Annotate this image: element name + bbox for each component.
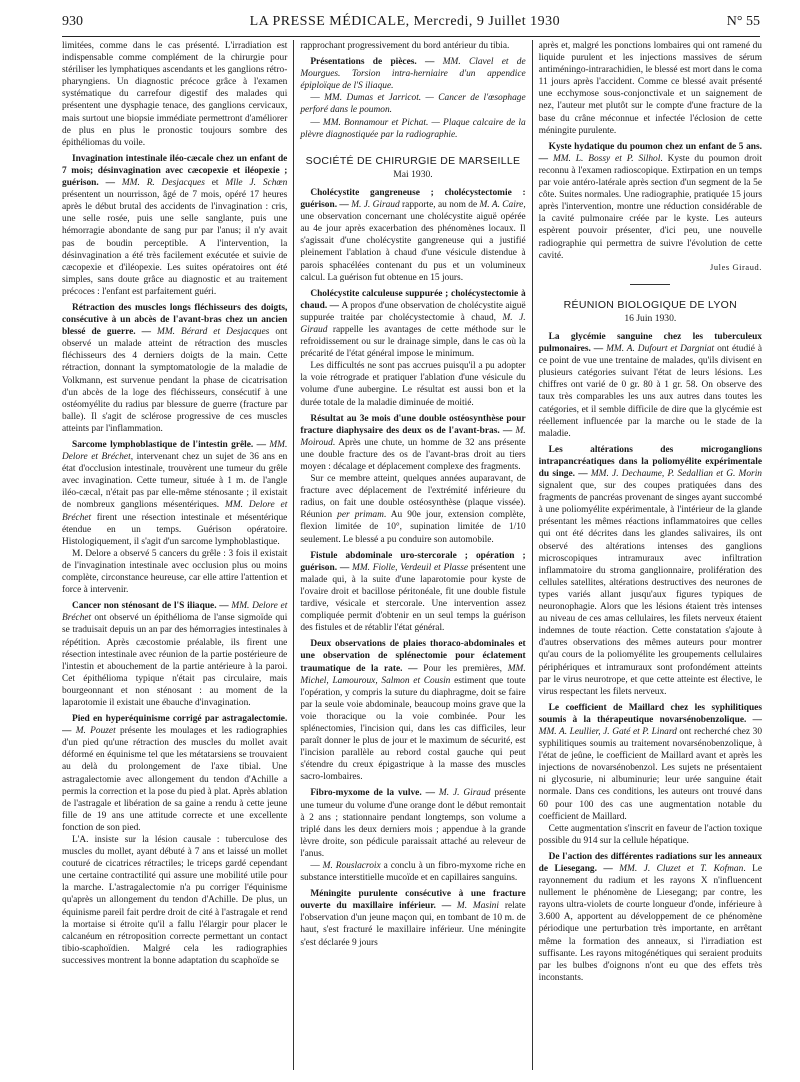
article-heading: Sarcome lymphoblastique de l'intestin grêle. — bbox=[72, 440, 270, 450]
author-names: M. Masini bbox=[456, 901, 499, 912]
body-text: Cette augmentation s'inscrit en faveur de l'action toxique possible du 914 sur la cellule hépatique. bbox=[538, 823, 762, 846]
body-text: présentent une malade qui, à la suite d'une laparotomie pour kyste de l'ovaire droit et bacillose péritonéale, fit une double fistule tardive, vésicale et stercorale. Une intervention assez compliquée permit d'obtenir en un seul temps la guérison des fistules et de rétablir l'état général. bbox=[300, 562, 526, 634]
body-text: . Le rayonnement du radium et les rayons X n'influencent nullement le phénomène de Liesegang; par contre, les rayons ultra-violets de courte longueur d'onde, inférieure à 3.600 A, apportent au développement de ce phénomène périodique une perturbation très importante, en arrêtant même la formation des anneaux, si l'irradiation est suffisante. Les rayons mitogénétiques qui seraient produits par les bulbes d'oignons n'ont eu que des effets très inconstants. bbox=[538, 864, 762, 983]
body-text: ont recherché chez 30 syphilitiques soumis au traitement novarsénobenzolique, à l'état de jeûne, le coefficient de Maillard avant et après les injections de novarsénobenzol. Les sujets ne présentaient ni glycosurie, ni albuminurie; leur urée sanguine était normale. Dans ces conditions, les auteurs ont trouvé dans 60 pour 100 des cas une augmentation notable du coefficient de Maillard. bbox=[538, 726, 762, 822]
column-2 bbox=[293, 40, 531, 1070]
article-heading: Cancer non sténosant de l'S iliaque. — bbox=[72, 601, 232, 612]
body-text: a conclu à un fibro-myxome riche en substance interstitielle mucoïde et en capillaires sanguins. bbox=[300, 861, 526, 884]
session-date: 16 Juin 1930. bbox=[624, 312, 677, 324]
body-text: rapprochant progressivement du bord antérieur du tibia. bbox=[300, 41, 510, 51]
author-names: M. J. Giraud bbox=[438, 788, 491, 799]
author-names: MM. A. Leullier, J. Gaté et P. Linard bbox=[538, 726, 677, 737]
page-header bbox=[62, 14, 760, 36]
article-paragraph bbox=[300, 288, 525, 361]
text-paragraph bbox=[539, 40, 762, 137]
text-paragraph bbox=[300, 187, 525, 284]
body-text: Sur ce membre atteint, quelques années auparavant, de fracture avec déplacement de l'extrémité inférieure du radius, on fait une double ostéosynthèse (plaque vissée). Réunion bbox=[300, 474, 526, 521]
body-text: et bbox=[204, 178, 226, 189]
body-text: estiment que toute l'opération, y compris la suture du diaphragme, doit se faire par la seule voie abdominale, beaucoup moins grave que la voie thoracique ou la voie combinée. Pour les splénectomies, l'incision qui, dans les cas difficiles, leur paraît donner le plus de jour et le maximum de sécurité, est l'incision parallèle au rebord costal gauche qui peut s'étendre du creux épigastrique à la masse des muscles sacro-lombaires. bbox=[300, 675, 526, 783]
body-text: relate l'observation d'un jeune maçon qui, en tombant de 10 m. de haut, s'est fracturé le maxillaire inférieur. Une méningite s'est déclarée 9 jours bbox=[300, 901, 526, 948]
article-paragraph bbox=[300, 638, 525, 783]
article-heading: La glycémie sanguine chez les tuberculeux pulmonaires. — bbox=[538, 331, 762, 355]
text-paragraph bbox=[300, 473, 525, 546]
author-names: M. J. Giraud bbox=[300, 312, 526, 335]
article-heading: Résultat au 3e mois d'une double ostéosynthèse pour fracture diaphysaire des deux os de l'avant-bras. — bbox=[300, 413, 526, 436]
body-text: limitées, comme dans le cas présenté. L'irradiation est indispensable comme complément de la chirurgie pour stériliser les lymphatiques ascendants et les ganglions rétro-pharyngiens. Un diagnostic précoce grâce à l'examen systématique du carrefour digestif des malades qui présentent une dysphagie tenace, des ganglions cervicaux, mais surtout une biopsie immédiate permettront d'améliorer de plus en plus le pronostic toujours sombre des épithéliomas du voile. bbox=[62, 41, 288, 148]
article-paragraph bbox=[62, 153, 287, 298]
body-text: présentent un nourrisson, âgé de 7 mois, opéré 17 heures après le début brutal des accidents de l'invagination : cris, une selle rosée, puis une selle sanglante, puis une hémorragie abondante de sang pur par l'anus; il n'y avait pas de boudin perceptible. A l'intervention, la désinvagination a été très facilement exécutée et suivie de cæcopexie et d'iléopexie. Les suites opératoires ont été simples, sans doute grâce au diagnostic et au traitement précoces : l'enfant est parfaitement guéri. bbox=[62, 190, 288, 297]
body-text: . Au 90e jour, extension complète, flexion limitée de 10°, supination limitée de 1/10 seulement. Le blessé a pu conduire son automobile. bbox=[300, 510, 526, 545]
journal-title: LA PRESSE MÉDICALE, Mercredi, 9 Juillet 1930 bbox=[249, 14, 561, 29]
author-names: Mlle J. Schœn bbox=[225, 178, 288, 189]
body-text: ont étudié à ce point de vue une trentaine de malades, qu'ils divisent en plusieurs catégories suivant l'état de leurs lésions. Les chiffres ont varié de 0 gr. 80 à 1 gr. 58. On observe des taux très comparables les uns aux autres dans toutes les catégories, et il semble difficile de dire que la glycémie est réellement influencée par la marche ou le stade de la maladie. bbox=[538, 344, 762, 439]
article-paragraph bbox=[300, 888, 525, 948]
article-paragraph bbox=[62, 302, 287, 435]
society-heading: SOCIÉTÉ DE CHIRURGIE DE MARSEILLE bbox=[305, 154, 521, 167]
body-text: M. Delore a observé 5 cancers du grêle : 3 fois il existait de l'invagination intestinale avec occlusion plus ou moins complète, circonstance heureuse, car elle attire l'attention et force à intervenir. bbox=[62, 548, 288, 596]
signature: Jules Giraud. bbox=[710, 262, 762, 272]
body-text: rapporte, au nom de bbox=[399, 200, 480, 211]
article-heading: Invagination intestinale iléo-cæcale chez un enfant de 7 mois; désinvagination avec cæcopexie et iléopexie ; guérison. — bbox=[62, 153, 288, 189]
article-heading: Pied en hyperéquinisme corrigé par astragalectomie. — bbox=[62, 714, 288, 737]
author-names: MM. J. Dechaume, P. Sedallian et G. Morin bbox=[590, 469, 762, 479]
column-1 bbox=[62, 40, 293, 1070]
article-heading: Fistule abdominale uro-stercorale ; opération ; guérison. — bbox=[300, 550, 526, 573]
text-paragraph bbox=[539, 823, 762, 847]
text-paragraph bbox=[300, 117, 525, 141]
author-names: MM. Bonnamour et Pichat. — Plaque calcaire de la plèvre diagnostiquée par la radiographie. bbox=[300, 117, 526, 140]
author-names: MM. Michel, Lamouroux, Salmon et Cousin bbox=[300, 663, 526, 686]
article-heading: Les altérations des microganglions intrapancréatiques dans la poliomyélite expérimentale du singe. — bbox=[538, 444, 762, 479]
article-heading: Fibro-myxome de la vulve. — bbox=[310, 788, 439, 799]
article-heading: Kyste hydatique du poumon chez un enfant de 5 ans. — bbox=[538, 141, 762, 164]
article-heading: Le coefficient de Maillard chez les syphilitiques soumis à la thérapeutique novarsénobenzolique. — bbox=[538, 702, 762, 725]
article-paragraph bbox=[539, 444, 762, 698]
article-paragraph bbox=[300, 413, 525, 473]
column-3 bbox=[532, 40, 762, 1070]
author-names: M. A. Caire bbox=[479, 200, 524, 211]
author-names: M. Pouzet bbox=[75, 726, 116, 737]
article-heading: Présentations de pièces. — bbox=[310, 57, 443, 68]
text-paragraph bbox=[62, 40, 287, 149]
author-names: per primam bbox=[337, 510, 384, 521]
body-text: présente une tumeur du volume d'une orange dont le début remontait à 2 ans ; stationnaire pendant longtemps, son volume a triplé dans les deux derniers mois ; appendue à la grande lèvre droite, son pédicule paraissait attaché au releveur de l'anus. bbox=[300, 788, 526, 859]
article-paragraph bbox=[300, 787, 525, 860]
author-names: MM. Fiolle, Verdeuil et Plasse bbox=[352, 562, 469, 573]
body-text: ont observé un malade atteint de rétraction des muscles fléchisseurs des 4 derniers doigts de la main. Cette rétraction, donnant la symptomatologie de la maladie de Volkmann, est survenue pendant la phase de cicatrisation d'un abcès de la loge des fléchisseurs, consécutif à une ostéomyélite du radius par blessure de guerre (fracture par balle). Il s'agit de sclérose progressive de ces muscles atteints par l'inflammation. bbox=[62, 327, 288, 434]
article-heading: Méningite purulente consécutive à une fracture ouverte du maxillaire inférieur. — bbox=[300, 889, 526, 912]
article-heading: Deux observations de plaies thoraco-abdominales et une observation de splénectomie pour éclatement traumatique de la rate. — bbox=[300, 639, 526, 674]
article-paragraph bbox=[300, 56, 525, 92]
text-paragraph bbox=[300, 92, 525, 116]
article-paragraph bbox=[300, 550, 525, 635]
body-text: , intervenant chez un sujet de 36 ans en état d'occlusion intestinale, trouvèrent une tumeur du grêle avec invagination. Cette tumeur, située à 1 m. de l'angle iléo-cæcal, n'était pas par elle-même sténosante ; il existait de nombreux ganglions mésentériques. bbox=[62, 452, 288, 511]
body-text: L'A. insiste sur la lésion causale : tuberculose des muscles du mollet, ayant débuté à 7 ans et laissé un mollet couturé de cicatrices rétractiles; le triceps gardé cependant une certaine contractilité qui assure une mobilité utile pour la marche. L'astragalectomie n'a pu corriger l'équinisme qu'après un allongement du tendon d'Achille. De plus, un équinisme pareil fait perdre droit de cité à l'astragale et rend la mortaise si étroite qu'il a fallu l'élargir pour placer le calcanéum en rétroposition correcte permettant un contact tibio-scaphoïdien. Malgré cela les radiographies successives montrent la bonne adaptation du scaphoïde se bbox=[62, 835, 288, 966]
article-paragraph bbox=[539, 702, 762, 823]
author-names: MM. L. Bossy et P. Silhol bbox=[552, 153, 661, 164]
author-names: MM. Delore et Bréchet bbox=[62, 500, 288, 523]
author-names: M. Rouslacroix bbox=[322, 861, 381, 871]
author-names: MM. J. Cluzet et T. Kofman bbox=[619, 864, 744, 874]
body-text: rappelle les avantages de cette méthode sur le refroidissement ou sur le drainage simple, dans le cas où la précarité de l'état général impose le minimum. bbox=[300, 324, 526, 360]
body-text: — bbox=[310, 861, 323, 871]
author-names: M. Moiroud bbox=[300, 425, 526, 448]
text-paragraph bbox=[62, 548, 287, 596]
body-text: — bbox=[310, 117, 323, 128]
author-names: MM. Bérard et Desjacques bbox=[157, 327, 270, 338]
article-heading: Cholécystite calculeuse suppurée ; cholécystectomie à chaud. — bbox=[300, 288, 526, 311]
body-text: signalent que, sur des coupes pratiquées dans des fragments de pancréas provenant de singes ayant succombé à une poliomyélite expérimentale, à l'intérieur de la glande présentant les mêmes réactions inflammatoires que celles qui ont été décrites dans les glandes salivaires, ils ont observé des altérations intenses des ganglions microscopiques intramuraux avec infiltration inflammatoire du stroma ganglionnaire, prolifération des cellules satellites, altérations destructives des neurones de types variés allant jusqu'aux figures typiques de neuronophagie. Alors que les lésions étaient très intenses au niveau de ces amas cellulaires, les filets nerveux étaient indemnes de toute réaction. Cette constatation s'ajoute à d'autres observations des mêmes auteurs pour montrer qu'au cours de la poliomyélite les groupements cellulaires périphériques et intramuraux sont profondément atteints par le virus neurotrope, et que cette atteinte est élective, le virus respectant les filets nerveux. bbox=[538, 481, 762, 697]
body-text: — bbox=[310, 93, 325, 104]
body-text: . Après une chute, un homme de 32 ans présente une double fracture des os de l'avant-bras droit au tiers moyen : décalage et déplacement complexe des fragments. bbox=[300, 437, 526, 472]
header-rule bbox=[62, 36, 760, 37]
body-text: , une observation concernant une cholécystite aiguë opérée au 4e jour après exacerbation des phénomènes locaux. Il s'agissait d'une cholécystite gangreneuse qui a justifié pleinement l'ablation à chaud d'une vésicule distendue à parois sphacélées contenant du pus et un volumineux calcul. La guérison fut obtenue en 15 jours. bbox=[300, 200, 526, 283]
author-names: M. J. Giraud bbox=[351, 200, 400, 211]
text-paragraph bbox=[539, 331, 762, 440]
text-paragraph bbox=[300, 360, 525, 408]
article-paragraph bbox=[62, 439, 287, 548]
text-paragraph bbox=[300, 40, 525, 52]
page-number: 930 bbox=[62, 14, 83, 29]
section-separator bbox=[630, 284, 670, 285]
author-names: MM. A. Dufourt et Dargniat bbox=[606, 344, 715, 355]
society-heading: RÉUNION BIOLOGIQUE DE LYON bbox=[563, 298, 737, 311]
body-text: A propos d'une observation de cholécystite aiguë suppurée traitée par cholécystectomie à chaud, bbox=[300, 300, 526, 323]
body-text: présente les moulages et les radiographies d'un pied qu'une rétraction des muscles du mollet avait déformé en équinisme tel que les métatarsiens se trouvaient au delà du prolongement de l'axe tibial. Une astragalectomie avec allongement du tendon d'Achille a permis la correction et la pose du pied à plat. Après ablation de l'astragale et libération de sa gaine a rendu à cette jeune fille de 19 ans une attitude correcte et une excellente fonction de son pied. bbox=[62, 726, 288, 833]
author-names: MM. Clavel et de Mourgues. Torsion intra-herniaire d'un appendice épiploïque de l'S iliaque. bbox=[300, 57, 526, 92]
article-paragraph bbox=[62, 600, 287, 709]
author-names: MM. Delore et Bréchet bbox=[62, 440, 288, 463]
article-heading: Cholécystite gangreneuse ; cholécystectomie : guérison. — bbox=[300, 187, 526, 211]
body-text: après et, malgré les ponctions lombaires qui ont ramené du liquide purulent et les injections massives de sérum antiméningo-intrarachidien, le blessé est mort dans le coma 11 jours après l'accident. Comme ce blessé avait présenté une ecchymose sous-conjonctivale et un saignement de nez, l'auteur met plutôt sur le compte d'une fracture de la base du crâne méconnue et infectée l'éclosion de cette méningite purulente. bbox=[538, 41, 762, 136]
body-text: Les difficultés ne sont pas accrues puisqu'il a pu adopter la voie rétrograde et pratiquer l'ablation d'une vésicule du volume d'une aubergine. Le résultat est aussi bon et la durée totale de la maladie diminuée de moitié. bbox=[300, 361, 526, 408]
text-paragraph bbox=[62, 834, 287, 967]
article-paragraph bbox=[62, 713, 287, 834]
text-paragraph bbox=[300, 860, 525, 884]
body-text: Pour les premières, bbox=[423, 663, 508, 674]
author-names: MM. Delore et Bréchet bbox=[62, 601, 288, 624]
body-text: ont observé un épithélioma de l'anse sigmoïde qui se traduisait depuis un an par des hémorragies intestinales à répétition. Après cæcostomie préalable, ils firent une résection intestinale avec réunion de la partie postérieure de l'intestin et abouchement de la partie antérieure à la paroi. Cet épithélioma typique n'était pas circulaire, mais bourgeonnant et non sténosant : au moment de la laparotomie il existait une ébauche d'invagination. bbox=[62, 613, 288, 708]
article-heading: De l'action des différentes radiations sur les anneaux de Liesegang. — bbox=[538, 851, 762, 874]
article-heading: Rétraction des muscles longs fléchisseurs des doigts, consécutive à un abcès de l'avant-bras chez un ancien blessé de guerre. — bbox=[62, 302, 288, 338]
author-names: MM. Dumas et Jarricot. — Cancer de l'œsophage perforé dans le poumon. bbox=[300, 93, 526, 116]
issue-number: N° 55 bbox=[726, 14, 760, 29]
author-names: MM. R. Desjacques bbox=[121, 178, 205, 189]
article-paragraph bbox=[539, 141, 762, 262]
article-paragraph bbox=[539, 851, 762, 984]
body-text: . Kyste du poumon droit reconnu à l'examen radioscopique. Extirpation en un temps par voie antéro-latérale après section d'un segment de la 5e côte. Suites normales. Une radiographie, pratiquée 15 jours après l'intervention, montre une réduction considérable de la cavité pulmonaire créée par le kyste. Les auteurs espèrent pouvoir présenter, d'ici peu, une nouvelle radiographie qui permettra de suivre l'évolution de cette cavité. bbox=[538, 153, 762, 261]
columns bbox=[62, 40, 762, 1070]
body-text: firent une résection intestinale et mésentérique étendue en un temps. Guérison opératoire. Histologiquement, il s'agit d'un sarcome lymphoblastique. bbox=[62, 512, 288, 547]
session-date: Mai 1930. bbox=[393, 168, 433, 180]
